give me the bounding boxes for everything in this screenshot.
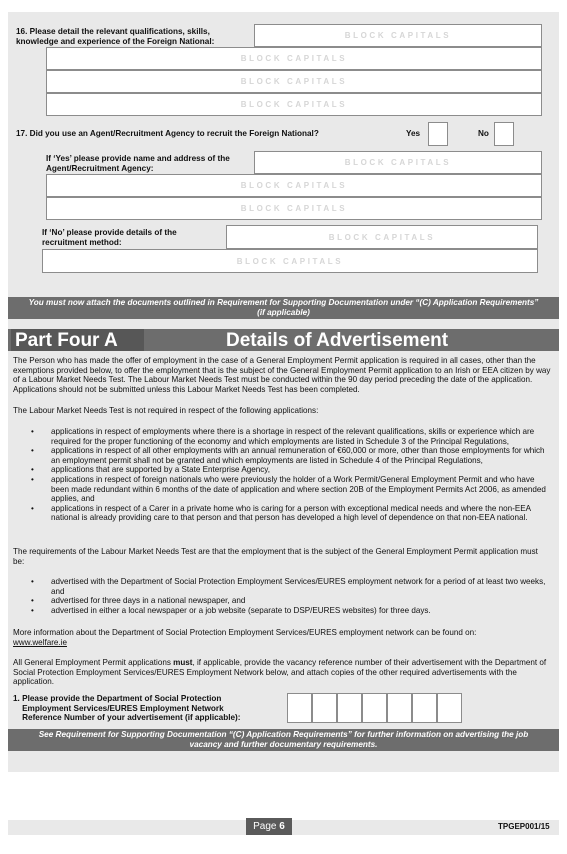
bullet: • [31, 446, 34, 456]
requirement-item [13, 596, 551, 606]
bullet: • [31, 474, 34, 484]
q17-yes-checkbox[interactable] [428, 122, 448, 146]
exemptions-list [13, 427, 551, 523]
requirement-text: advertised in either a local newspaper or a job website (separate to DSP/EURES websites) for three days. [51, 605, 431, 615]
agency-placeholder: BLOCK CAPITALS [344, 158, 452, 167]
bullet: • [31, 605, 34, 615]
reference-digit-cell[interactable] [287, 693, 312, 723]
see-requirement-notice: See Requirement for Supporting Documentation “(C) Application Requirements” for further information on advertising the job vacancy and further documentary requirements. [8, 729, 559, 751]
exemption-item [13, 475, 551, 504]
page-number-box [246, 818, 292, 835]
reference-digit-cell[interactable] [437, 693, 462, 723]
form-code: TPGEP001/15 [498, 822, 550, 831]
all-applications-text: , if applicable, provide the vacancy reference number of their advertisement with the Department of Social Protection Employment Services/EURES Employment Network below, and attach copies of the other required advertisements with the application. [13, 658, 547, 687]
requirement-text: advertised for three days in a national newspaper, and [51, 596, 246, 606]
q17-no-checkbox[interactable] [494, 122, 514, 146]
all-applications-text: All General Employment Permit applications [13, 658, 174, 667]
q16-input-line-2[interactable] [46, 47, 542, 70]
reference-digit-cell[interactable] [362, 693, 387, 723]
recruitment-method-input-line-1[interactable] [226, 225, 538, 249]
q16-placeholder: BLOCK CAPITALS [240, 77, 348, 86]
more-info-text: More information about the Department of Social Protection Employment Services/EURES employment network can be found on: [13, 628, 477, 637]
requirement-item [13, 577, 551, 596]
exemption-item [13, 504, 551, 523]
requirement-text: advertised with the Department of Social Protection Employment Services/EURES employment network for a period of at least two weeks, and [51, 577, 546, 596]
exemption-text: applications that are supported by a State Enterprise Agency, [51, 465, 270, 475]
q17-if-no-label: If ‘No’ please provide details of the recruitment method: [42, 228, 177, 247]
page-prefix: Page [253, 821, 277, 832]
recruitment-method-placeholder: BLOCK CAPITALS [328, 232, 436, 242]
recruitment-method-input-line-2[interactable] [42, 249, 538, 273]
reference-digit-cell[interactable] [387, 693, 412, 723]
q16-input-line-1[interactable] [254, 24, 542, 47]
q16-placeholder: BLOCK CAPITALS [240, 100, 348, 109]
exemptions-intro: The Labour Market Needs Test is not required in respect of the following applications: [13, 406, 319, 415]
intro-paragraph: The Person who has made the offer of employment in the case of a General Employment Permit application is required in all cases, other than the exemptions provided below, to offer the employment that is the subject of the General Employment Permit application to an Irish or EEA citizen by way of a Labour Market Needs Test. The Labour Market Needs Test must be conducted within the 90 day period preceding the date of the application. Applications should not be submitted unless this Labour Market Needs Test has been completed. [13, 356, 551, 394]
exemption-text: applications in respect of a Carer in a private home who is caring for a person with exceptional medical needs and where the non-EEA national is already providing care to that person and that person has developed a high level of dependence on that non-EEA national. [51, 503, 531, 523]
exemption-item [13, 465, 551, 475]
exemption-text: applications in respect of employments where there is a shortage in respect of the relevant qualifications, skills or experience which are required for the proper functioning of the economy and which employments are listed in Schedule 3 of the Principal Regulations, [51, 427, 535, 446]
bullet: • [31, 596, 34, 606]
reference-number-label: 1. Please provide the Department of Social Protection Employment Services/EURES Employment Network Reference Number of your advertisement (if applicable): [13, 694, 241, 722]
bullet: • [31, 577, 34, 586]
exemption-text: applications in respect of foreign nationals who were previously the holder of a Work Permit/General Employment Permit and who have been made redundant within 6 months of the date of application and where section 20B of the Employment Permits Act 2006, as amended applies, and [51, 474, 546, 504]
all-applications-paragraph [13, 658, 551, 687]
agency-placeholder: BLOCK CAPITALS [240, 204, 348, 213]
welfare-link[interactable]: www.welfare.ie [13, 638, 67, 647]
q17-label: 17. Did you use an Agent/Recruitment Agency to recruit the Foreign National? [16, 129, 319, 138]
requirements-intro: The requirements of the Labour Market Needs Test are that the employment that is the subject of the General Employment Permit application must be: [13, 547, 538, 566]
q16-placeholder: BLOCK CAPITALS [344, 31, 452, 40]
reference-number-input[interactable] [287, 693, 463, 723]
bullet: • [31, 503, 34, 513]
exemption-text: applications in respect of all other employments with an annual remuneration of €60,000 or more, other than those employments for which an employment permit shall not be granted and which employments are listed in Schedule 4 of the Principal Regulations, [51, 446, 545, 465]
attach-documents-notice: You must now attach the documents outlined in Requirement for Supporting Documentation under “(C) Application Requirements” (if applicable) [8, 297, 559, 319]
agency-input-line-2[interactable] [46, 174, 542, 197]
part-header [8, 329, 559, 351]
q17-yes-label: Yes [406, 129, 421, 138]
q16-input-line-3[interactable] [46, 70, 542, 93]
q16-placeholder: BLOCK CAPITALS [240, 54, 348, 63]
exemption-item [13, 446, 551, 465]
agency-input-line-3[interactable] [46, 197, 542, 220]
bullet: • [31, 465, 34, 475]
q17-if-yes-label: If ‘Yes’ please provide name and address of the Agent/Recruitment Agency: [46, 154, 230, 173]
q16-label: 16. Please detail the relevant qualifications, skills, knowledge and experience of the Foreign National: [16, 27, 215, 46]
recruitment-method-placeholder: BLOCK CAPITALS [236, 256, 344, 266]
requirements-list [13, 577, 551, 615]
page-number: 6 [279, 821, 285, 832]
reference-digit-cell[interactable] [337, 693, 362, 723]
agency-placeholder: BLOCK CAPITALS [240, 181, 348, 190]
requirement-item [13, 606, 551, 616]
all-applications-emphasis: must [173, 658, 193, 667]
agency-input-line-1[interactable] [254, 151, 542, 174]
bullet: • [31, 427, 34, 436]
q17-no-label: No [478, 129, 489, 138]
part-title: Details of Advertisement [226, 330, 449, 351]
exemption-item [13, 427, 551, 446]
reference-digit-cell[interactable] [412, 693, 437, 723]
reference-digit-cell[interactable] [312, 693, 337, 723]
q16-input-line-4[interactable] [46, 93, 542, 116]
part-label: Part Four A [11, 329, 144, 351]
